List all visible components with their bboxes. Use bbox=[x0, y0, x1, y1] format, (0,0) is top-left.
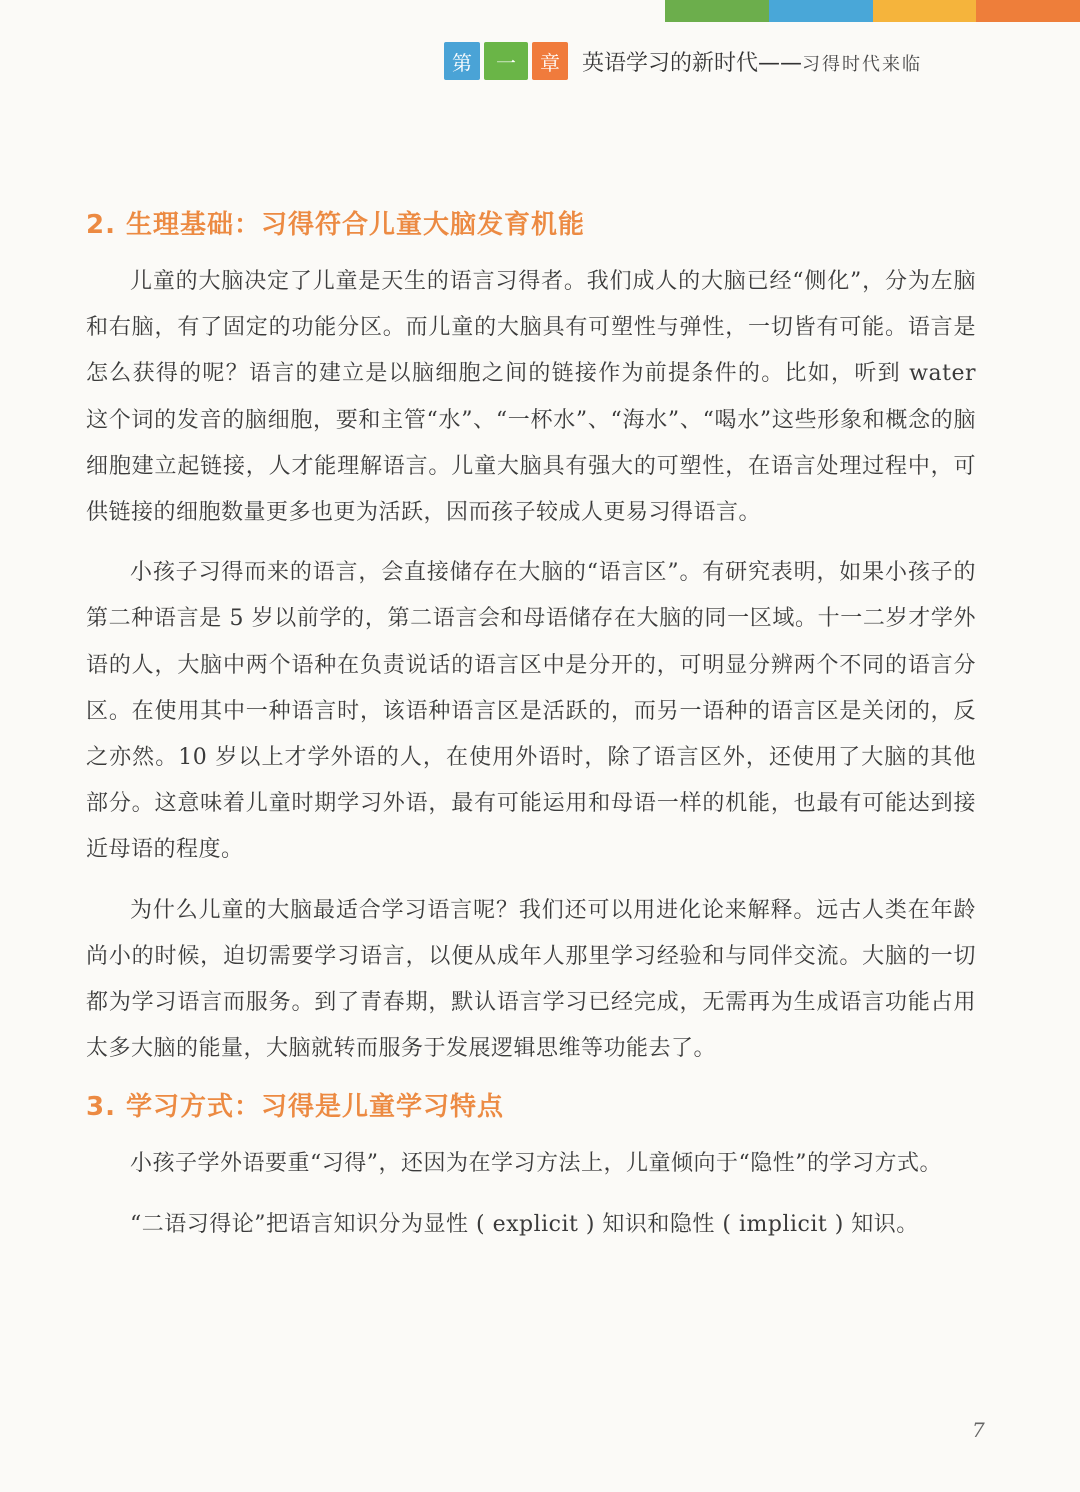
running-header bbox=[444, 42, 922, 80]
stripe-blue bbox=[769, 0, 873, 22]
chapter-box-2: 一 bbox=[484, 42, 528, 80]
section-heading-3: 3. 学习方式：习得是儿童学习特点 bbox=[86, 1092, 505, 1123]
chapter-title-sub: 习得时代来临 bbox=[802, 53, 923, 75]
chapter-box-3: 章 bbox=[532, 42, 568, 80]
chapter-title bbox=[582, 46, 922, 77]
paragraph: “二语习得论”把语言知识分为显性 ( explicit ) 知识和隐性 ( implicit ) 知识。 bbox=[130, 1211, 919, 1237]
color-stripe bbox=[665, 0, 1080, 22]
page-number: 7 bbox=[972, 1418, 985, 1442]
paragraph: 小孩子习得而来的语言，会直接储存在大脑的“语言区”。有研究表明，如果小孩子的第二种语言是 5 岁以前学的，第二语言会和母语储存在大脑的同一区域。十一二岁才学外语的人，大脑中两个语种在负责说话的语言区中是分开的，可明显分辨两个不同的语言分区。在使用其中一种语言时，该语种语言区是活跃的，而另一语种的语言区是关闭的，反之亦然。10 岁以上才学外语的人，在使用外语时，除了语言区外，还使用了大脑的其他部分。这意味着儿童时期学习外语，最有可能运用和母语一样的机能，也最有可能达到接近母语的程度。 bbox=[86, 560, 976, 863]
paragraph: 小孩子学外语要重“习得”，还因为在学习方法上，儿童倾向于“隐性”的学习方式。 bbox=[130, 1151, 942, 1177]
paragraph: 为什么儿童的大脑最适合学习语言呢？我们还可以用进化论来解释。远古人类在年龄尚小的时候，迫切需要学习语言，以便从成年人那里学习经验和与同伴交流。大脑的一切都为学习语言而服务。到了青春期，默认语言学习已经完成，无需再为生成语言功能占用太多大脑的能量，大脑就转而服务于发展逻辑思维等功能去了。 bbox=[86, 897, 976, 1062]
chapter-box-1: 第 bbox=[444, 42, 480, 80]
page-body bbox=[86, 200, 976, 1248]
stripe-orange bbox=[976, 0, 1080, 22]
chapter-title-main: 英语学习的新时代—— bbox=[582, 50, 803, 76]
paragraph: 儿童的大脑决定了儿童是天生的语言习得者。我们成人的大脑已经“侧化”，分为左脑和右脑，有了固定的功能分区。而儿童的大脑具有可塑性与弹性，一切皆有可能。语言是怎么获得的呢？语言的建立是以脑细胞之间的链接作为前提条件的。比如，听到 water 这个词的发音的脑细胞，要和主管“水”、“一杯水”、“海水”、“喝水”这些形象和概念的脑细胞建立起链接，人才能理解语言。儿童大脑具有强大的可塑性，在语言处理过程中，可供链接的细胞数量更多也更为活跃，因而孩子较成人更易习得语言。 bbox=[86, 269, 976, 526]
stripe-yellow bbox=[873, 0, 977, 22]
stripe-green bbox=[665, 0, 769, 22]
section-heading-2: 2. 生理基础：习得符合儿童大脑发育机能 bbox=[86, 210, 586, 240]
